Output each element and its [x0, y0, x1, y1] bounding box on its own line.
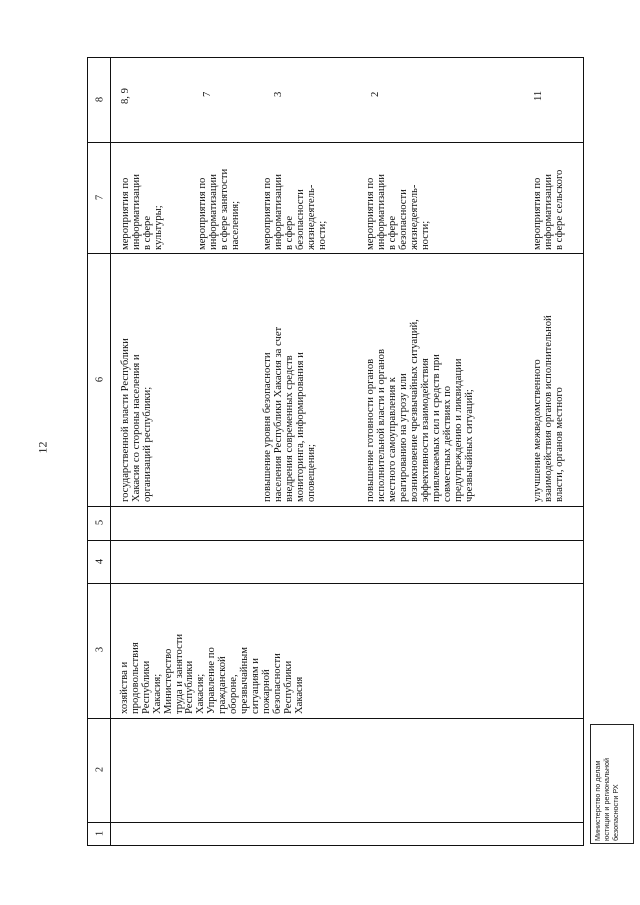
column-header-7: 7	[94, 194, 106, 201]
column-header-5: 5	[94, 519, 106, 526]
stamp-text: Министерство по делам юстиции и региональной безопасности РХ	[593, 758, 620, 841]
measures-text-1: мероприятия по информатизации в сфере культуры;	[120, 174, 164, 250]
ministry-stamp	[590, 724, 634, 844]
column-header-8: 8	[94, 96, 106, 103]
number-cell-2: 7	[202, 91, 213, 97]
column-header-1: 1	[94, 830, 106, 837]
measures-text-4: мероприятия по информатизации в сфере безопасности жизнедеятель- ности;	[365, 174, 431, 250]
goal-text-5: улучшение межведомственного взаимодействия органов исполнительной власти, органов местного	[532, 315, 565, 502]
number-cell-4: 2	[370, 91, 381, 97]
page-number: 12	[35, 441, 50, 454]
measures-text-5: мероприятия по информатизации в сфере сельского	[532, 169, 565, 250]
column-header-2: 2	[94, 766, 106, 773]
column-header-4: 4	[94, 558, 106, 565]
responsible-bodies-text: хозяйства и продовольствия Республики Хакасия; Министерство труда и занятости Республики Хакасия; Управление по гражданской обороне, чрезвычайным ситуациям и пожарной безопасности Республики Хакасия	[119, 633, 305, 714]
number-cell-3: 3	[273, 91, 284, 97]
number-cell-5: 11	[533, 90, 544, 101]
measures-text-3: мероприятия по информатизации в сфере безопасности жизнедеятель- ности;	[262, 174, 328, 250]
goal-text-3: повышение уровня безопасности населения Республики Хакасия за счет внедрения современных средств мониторинга, информирования и оповещения;	[262, 326, 317, 502]
measures-text-2: мероприятия по информатизации в сфере занятости населения;	[197, 168, 241, 250]
number-cell-1: 8, 9	[120, 88, 131, 104]
column-header-3: 3	[94, 646, 106, 653]
column-header-6: 6	[94, 376, 106, 383]
goal-text-4: повышение готовности органов исполнительной власти и органов местного самоуправления к реагированию на угрозу или возникновение чрезвычайных ситуаций, эффективности взаимодействия привлекаемых сил и средств при совместных действиях по предупреждению и ликвидации чрезвычайных ситуаций;	[365, 319, 475, 502]
goal-text-1: государственной власти Республики Хакасия со стороны населения и организаций республики;	[120, 338, 153, 502]
